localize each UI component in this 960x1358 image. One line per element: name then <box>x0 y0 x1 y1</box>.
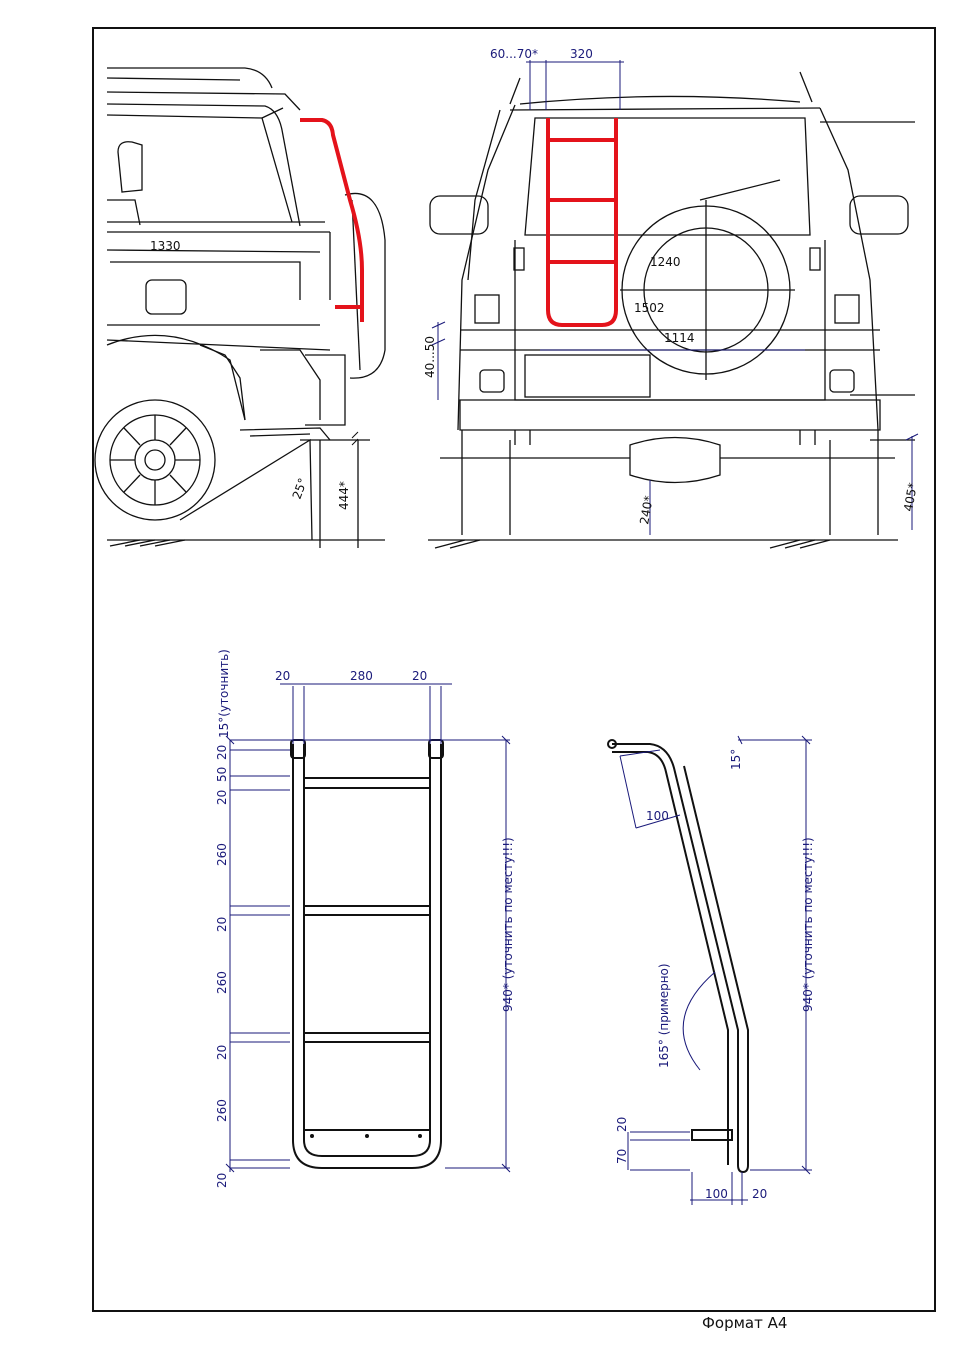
svg-text:20: 20 <box>215 744 229 760</box>
side-dim-1330: 1330 <box>150 239 181 253</box>
ladder-rear-highlight <box>548 118 616 325</box>
rear-dim-1240: 1240 <box>650 255 681 269</box>
rear-dim-1502: 1502 <box>634 301 665 315</box>
rear-dim-1114: 1114 <box>664 331 695 345</box>
format-label: Формат А4 <box>702 1314 788 1332</box>
svg-text:260: 260 <box>215 843 229 866</box>
rear-dim-405: 405* <box>901 481 920 513</box>
front-dim-height-note: 940* (уточнить по месту!!!) <box>501 837 515 1012</box>
svg-text:50: 50 <box>215 766 229 782</box>
side-ladder-dim-lines <box>620 736 812 1205</box>
side-dim-foot-20: 20 <box>615 1116 629 1132</box>
side-dim-bottom-100: 100 <box>705 1187 728 1201</box>
vehicle-rear-view <box>428 72 915 548</box>
ladder-front-bolts <box>310 1134 422 1138</box>
side-dim-hook-length: 100 <box>646 809 669 823</box>
side-dim-bend-angle: 165° (примерно) <box>657 963 671 1068</box>
ladder-front-view <box>291 740 443 1168</box>
svg-text:20: 20 <box>215 916 229 932</box>
front-dimension-lines <box>226 684 510 1172</box>
ladder-side-view <box>608 740 748 1172</box>
rear-dim-240: 240* <box>637 494 656 526</box>
rear-dim-320: 320 <box>570 47 593 61</box>
side-dim-foot-70: 70 <box>615 1148 629 1164</box>
svg-text:20: 20 <box>215 1044 229 1060</box>
front-dim-angle-note: 15°(уточнить) <box>217 649 231 738</box>
side-dim-bottom-20: 20 <box>752 1187 768 1201</box>
svg-text:20: 20 <box>215 1172 229 1188</box>
rear-dimension-lines <box>432 60 918 535</box>
side-dim-444: 444* <box>337 481 351 510</box>
front-left-dims <box>215 745 229 1188</box>
side-dim-height-note: 940* (уточнить по месту!!!) <box>801 837 815 1012</box>
front-dim-top-left: 20 <box>275 669 291 683</box>
front-dim-top-right: 20 <box>412 669 428 683</box>
svg-text:260: 260 <box>215 1099 229 1122</box>
side-dim-angle: 25° <box>289 476 311 502</box>
rear-dim-gap: 60...70* <box>490 47 538 61</box>
svg-text:260: 260 <box>215 971 229 994</box>
svg-text:20: 20 <box>215 789 229 805</box>
side-dim-marker <box>352 432 358 445</box>
side-dim-angle-top: 15° <box>729 748 743 770</box>
front-dim-top-span: 280 <box>350 669 373 683</box>
rear-dim-40-50: 40...50 <box>423 336 437 378</box>
